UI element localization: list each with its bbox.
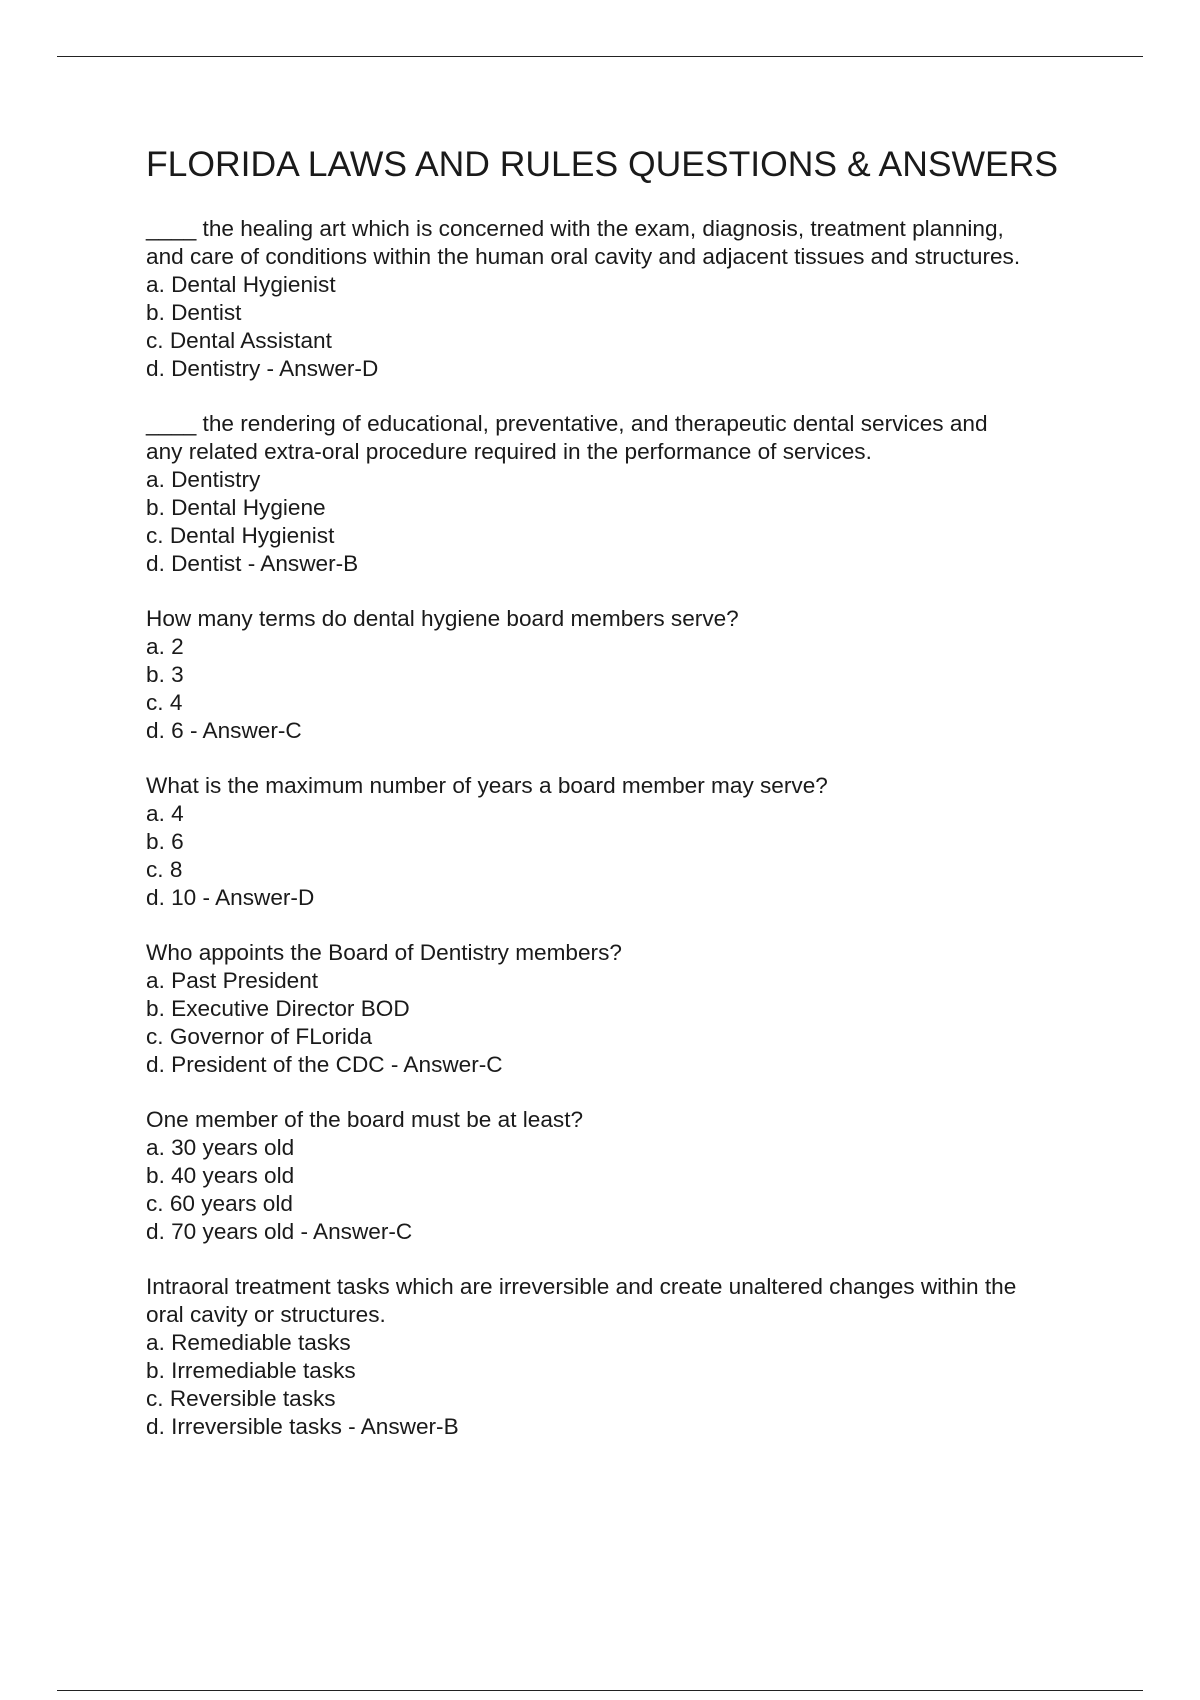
answer-option: b. 3 (146, 662, 184, 687)
answer-option: c. 60 years old (146, 1191, 293, 1216)
answer-option: b. Dentist (146, 300, 242, 325)
answer-option: a. Remediable tasks (146, 1330, 351, 1355)
question-4 (146, 772, 1086, 912)
answer-option: b. 40 years old (146, 1163, 295, 1188)
answer-option: c. Governor of FLorida (146, 1024, 373, 1049)
answer-option: d. 70 years old - Answer-C (146, 1219, 413, 1244)
question-text: ____ the healing art which is concerned with the exam, diagnosis, treatment planning, (146, 216, 1004, 241)
question-2 (146, 410, 1086, 578)
top-divider (57, 56, 1143, 57)
question-text: oral cavity or structures. (146, 1302, 386, 1327)
question-1 (146, 215, 1086, 383)
question-text: One member of the board must be at least? (146, 1107, 584, 1132)
answer-option: a. 2 (146, 634, 184, 659)
question-text: How many terms do dental hygiene board members serve? (146, 606, 739, 631)
answer-option: b. Irremediable tasks (146, 1358, 356, 1383)
answer-option: c. Dental Assistant (146, 328, 332, 353)
answer-option: a. Dentistry (146, 467, 261, 492)
answer-option: a. Past President (146, 968, 319, 993)
answer-option: d. 6 - Answer-C (146, 718, 302, 743)
answer-option: b. Dental Hygiene (146, 495, 326, 520)
question-text: Who appoints the Board of Dentistry members? (146, 940, 622, 965)
question-text: ____ the rendering of educational, preventative, and therapeutic dental services and (146, 411, 988, 436)
question-6 (146, 1106, 1086, 1246)
question-text: What is the maximum number of years a board member may serve? (146, 773, 828, 798)
question-text: Intraoral treatment tasks which are irreversible and create unaltered changes within the (146, 1274, 1017, 1299)
answer-option: b. 6 (146, 829, 184, 854)
answer-option: c. 8 (146, 857, 183, 882)
question-5 (146, 939, 1086, 1079)
bottom-divider (57, 1690, 1143, 1691)
answer-option: d. Irreversible tasks - Answer-B (146, 1414, 459, 1439)
answer-option: a. 4 (146, 801, 184, 826)
answer-option: a. 30 years old (146, 1135, 295, 1160)
answer-option: b. Executive Director BOD (146, 996, 410, 1021)
document-title: FLORIDA LAWS AND RULES QUESTIONS & ANSWERS (146, 144, 1059, 184)
answer-option: c. 4 (146, 690, 183, 715)
answer-option: c. Dental Hygienist (146, 523, 335, 548)
answer-option: d. Dentist - Answer-B (146, 551, 359, 576)
question-text: and care of conditions within the human oral cavity and adjacent tissues and structures. (146, 244, 1021, 269)
document-page (146, 143, 1086, 1468)
answer-option: a. Dental Hygienist (146, 272, 336, 297)
answer-option: d. President of the CDC - Answer-C (146, 1052, 503, 1077)
question-7 (146, 1273, 1086, 1441)
question-text: any related extra-oral procedure required in the performance of services. (146, 439, 872, 464)
answer-option: c. Reversible tasks (146, 1386, 336, 1411)
question-3 (146, 605, 1086, 745)
answer-option: d. Dentistry - Answer-D (146, 356, 379, 381)
answer-option: d. 10 - Answer-D (146, 885, 315, 910)
